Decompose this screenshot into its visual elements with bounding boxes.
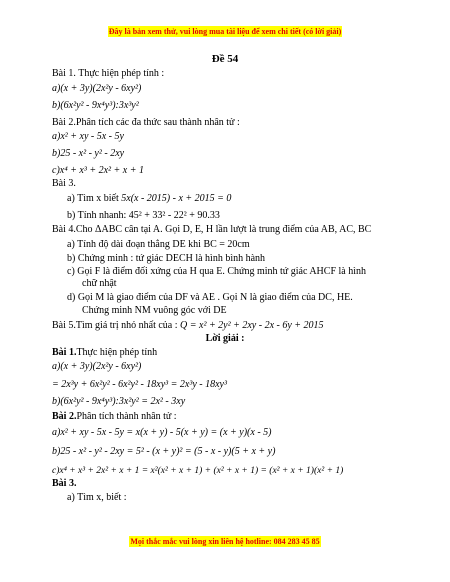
bai3-b bbox=[67, 210, 220, 222]
bai2-a: a)x² + xy - 5x - 5y bbox=[52, 131, 124, 142]
bai4-a: a) Tính độ dài đoạn thẳng DE khi BC = 20cm bbox=[67, 239, 250, 250]
sol-bai2-heading bbox=[52, 411, 177, 423]
bai5-expr: Q = x² + 2y² + 2xy - 2x - 6y + 2015 bbox=[180, 320, 324, 331]
sol-bai2-c: c)x⁴ + x³ + 2x² + x + 1 = x²(x² + x + 1) + (x² + x + 1) = (x² + x + 1)(x² + 1) bbox=[52, 466, 344, 476]
sol-bai1-label: Bài 1. bbox=[52, 347, 77, 358]
bai4-d1: d) Gọi M là giao điểm của DF và AE . Gọi N là giao điểm của DC, HE. bbox=[67, 292, 353, 303]
bai4-c1: c) Gọi F là điểm đối xứng của H qua E. Chứng minh tứ giác AHCF là hình bbox=[67, 266, 367, 277]
sol-bai2-a: a)x² + xy - 5x - 5y = x(x + y) - 5(x + y) = (x + y)(x - 5) bbox=[52, 427, 272, 438]
bai4-b: b) Chứng minh : tứ giác DECH là hình bình hành bbox=[67, 253, 266, 264]
sol-bai2-b: b)25 - x² - y² - 2xy = 5² - (x + y)² = (5 - x - y)(5 + x + y) bbox=[52, 446, 276, 457]
sol-bai1-heading bbox=[52, 347, 157, 359]
bai3-heading: Bài 3. bbox=[52, 178, 76, 189]
bai5 bbox=[52, 320, 324, 332]
bai3-a-expr: 5x(x - 2015) - x + 2015 = 0 bbox=[121, 193, 232, 204]
bai3-b-expr: 45² + 33² - 22² + 90.33 bbox=[128, 210, 220, 221]
bai3-a bbox=[67, 193, 231, 205]
bai3-a-label: a) Tìm x biết bbox=[67, 193, 119, 204]
sol-bai1-b: b)(6x²y² - 9x⁴y³):3x²y² = 2x² - 3xy bbox=[52, 396, 186, 407]
bai3-b-label: b) Tính nhanh: bbox=[67, 210, 127, 221]
bai2-c: c)x⁴ + x³ + 2x² + x + 1 bbox=[52, 165, 144, 176]
top-banner: Đây là bản xem thử, vui lòng mua tài liệu để xem chi tiết (có lời giải) bbox=[108, 27, 342, 36]
bai2-heading: Bài 2.Phân tích các đa thức sau thành nhân tử : bbox=[52, 117, 240, 128]
bai4-c2: chữ nhật bbox=[82, 278, 117, 289]
sol-bai2-label: Bài 2. bbox=[52, 411, 77, 422]
sol-bai3-a: a) Tìm x, biết : bbox=[67, 492, 127, 503]
sol-bai2-text: Phân tích thành nhân tử : bbox=[76, 411, 177, 422]
bai4-d2: Chứng minh NM vuông góc với DE bbox=[82, 305, 227, 316]
bai1-heading: Bài 1. Thực hiện phép tính : bbox=[52, 68, 165, 79]
bai1-b: b)(6x²y² - 9x⁴y³):3x³y² bbox=[52, 100, 139, 111]
bai4-heading: Bài 4.Cho ΔABC cân tại A. Gọi D, E, H lần lượt là trung điểm của AB, AC, BC bbox=[52, 224, 372, 235]
sol-bai3-heading: Bài 3. bbox=[52, 478, 77, 489]
bai2-b: b)25 - x² - y² - 2xy bbox=[52, 148, 125, 159]
bottom-banner: Mọi thắc mắc vui lòng xin liên hệ hotline: 084 283 45 85 bbox=[130, 537, 320, 546]
bai5-heading: Bài 5.Tìm giá trị nhỏ nhất của : bbox=[52, 320, 178, 331]
sol-bai1-text: Thực hiện phép tính bbox=[76, 347, 158, 358]
solution-title: Lời giải : bbox=[205, 333, 245, 344]
page-title: Đề 54 bbox=[211, 53, 239, 65]
sol-bai1-a2: = 2x³y + 6x²y² - 6x²y² - 18xy³ = 2x³y - 18xy³ bbox=[52, 379, 227, 390]
bai1-a: a)(x + 3y)(2x²y - 6xy²) bbox=[52, 83, 142, 94]
sol-bai1-a: a)(x + 3y)(2x²y - 6xy²) bbox=[52, 361, 142, 372]
